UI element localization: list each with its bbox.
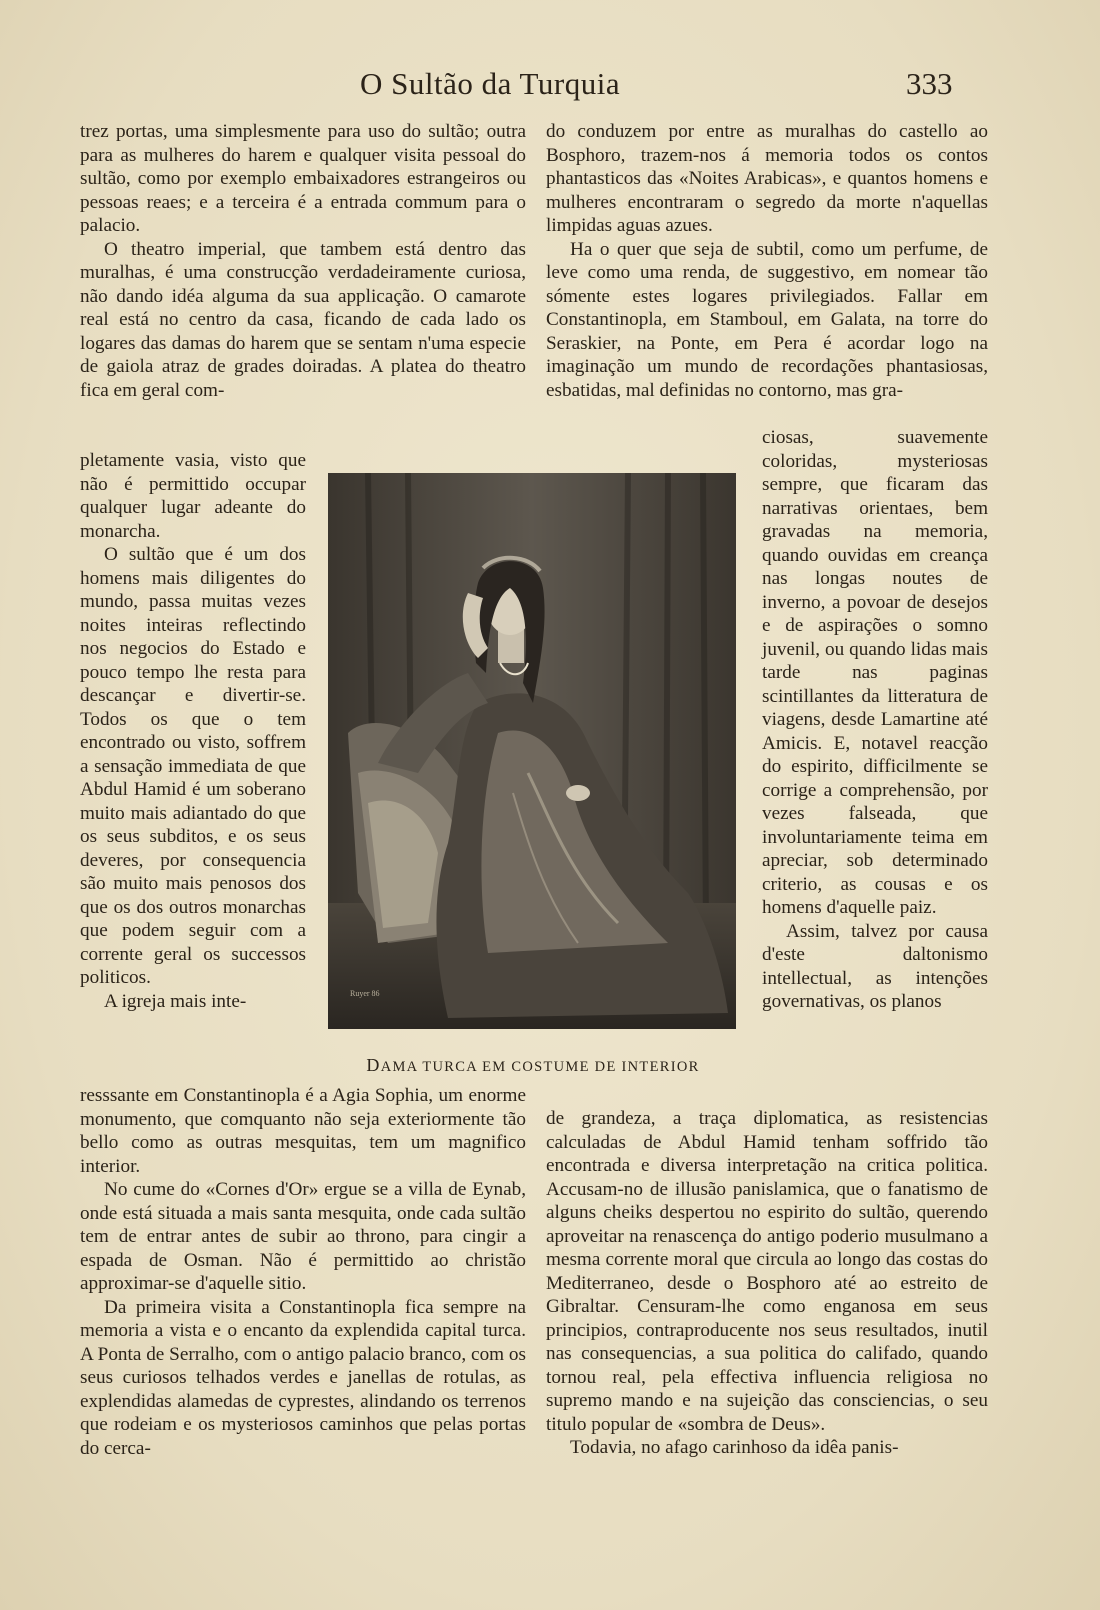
paragraph: de grandeza, a traça diplomatica, as resistencias calculadas de Abdul Hamid tenham soffrido tão encontrada e diversa interpretação na critica politica. Accusam-no de illusão panislamica, que o fanatismo de alguns cheiks despertou no espirito do sultão, querendo aproveitar na renascença do antigo poderio musulmano a mesma corrente moral que circula ao longo das costas do Mediterraneo, desde o Bosphoro até ao estreito de Gibraltar. Censuram-lhe como enganosa em seus principios, contraproducente nos seus resultados, inutil nas consequencias, a sua politica do califado, quando tornou real, pela effectiva influencia religiosa no supremo mando e na sujeição das consciencias, o seu titulo popular de «sombra de Deus». [546,1108,988,1435]
paragraph: trez portas, uma simplesmente para uso do sultão; outra para as mulheres do harem e qualquer visita pessoal do sultão, como por exemplo embaixadores estrangeiros ou pessoas reaes; e a terceira é a entrada commum para o palacio. [80,121,526,236]
page-number: 333 [906,66,953,101]
paragraph: Ha o quer que seja de subtil, como um perfume, de leve como uma renda, de suggestivo, em nomear tão sómente estes logares privilegiados. Fallar em Constantinopla, em Stamboul, em Galata, na torre do Seraskier, na Ponte, em Pera é acordar logo na imaginação um mundo de recordações phantasiosas, esbatidas, mal definidas no contorno, mas gra- [546,238,988,401]
left-column-top [80,120,526,402]
left-column-beside-figure [80,449,306,1013]
paragraph: O theatro imperial, que tambem está dentro das muralhas, é uma construcção verdadeiramente curiosa, não dando idéa alguma da sua applicação. O camarote real está no centro da casa, ficando de cada lado os logares das damas do harem que se sentam n'uma especie de gaiola atraz de grades doiradas. A platea do theatro fica em geral com- [80,238,526,401]
paragraph: ciosas, suavemente coloridas, mysteriosas sempre, que ficaram das narrativas orientaes, bem gravadas na memoria, quando ouvidas em creança nas longas noutes de inverno, a povoar de desejos e de aspirações o somno juvenil, ou quando lidas mais tarde nas paginas scintillantes da litteratura de viagens, desde Lamartine até Amicis. E, notavel reacção do espirito, difficilmente se corrige a comprehensão, por vezes falseada, que involuntariamente teima em apreciar, sob determinado criterio, as cousas e os homens d'aquelle paiz. [762,427,988,918]
figure-caption: DAMA TURCA EM COSTUME DE INTERIOR [366,1055,700,1075]
paragraph: pletamente vasia, visto que não é permittido occupar qualquer lugar adeante do monarcha. [80,450,306,542]
running-head-title: O Sultão da Turquia [360,66,621,101]
paragraph: No cume do «Cornes d'Or» ergue se a villa de Eynab, onde está situada a mais santa mesquita, onde cada sultão tem de entrar antes de subir ao throno, para cingir a espada de Osman. Não é permittido ao christão approximar-se d'aquelle sitio. [80,1179,526,1294]
right-column-top [546,120,988,402]
paragraph: Assim, talvez por causa d'este daltonismo intellectual, as intenções governativas, os planos [762,920,988,1012]
paragraph: do conduzem por entre as muralhas do castello ao Bosphoro, trazem-nos á memoria todos os contos phantasticos das «Noites Arabicas», e quantos homens e mulheres encontraram o segredo da morte n'aquellas limpidas aguas azues. [546,121,988,236]
paragraph: Todavia, no afago carinhoso da idêa panis- [570,1437,899,1458]
left-column-bottom [80,1084,526,1460]
paragraph: resssante em Constantinopla é a Agia Sophia, um enorme monumento, que comquanto não seja exteriormente tão bello como as outras mesquitas, tem um magnifico interior. [80,1085,526,1177]
paragraph: O sultão que é um dos homens mais diligentes do mundo, passa muitas vezes noites inteiras reflectindo nos negocios do Estado e pouco tempo lhe resta para descançar e divertir-se. Todos os que o tem encontrado ou visto, soffrem a sensação immediata de que Abdul Hamid é um soberano muito mais adiantado do que os seus subditos, e os seus deveres, por consequencia são muito mais penosos dos que os dos outros monarchas que podem seguir com a corrente geral os successos politicos. [80,544,306,988]
right-column-bottom [546,1107,988,1460]
portrait-illustration [328,473,736,1029]
right-column-beside-figure [762,426,988,1014]
portrait-photograph [328,473,736,1029]
paragraph: Da primeira visita a Constantinopla fica sempre na memoria a vista e o encanto da explendida capital turca. A Ponta de Serralho, com o antigo palacio branco, com os seus curiosos telhados verdes e janellas de rotulas, as explendidas alamedas de cyprestes, alindando os terrenos que rodeiam e os mysteriosos caminhos que pelas portas do cerca- [80,1296,526,1459]
paragraph: A igreja mais inte- [104,990,247,1012]
artist-signature: Ruyer 86 [350,989,380,998]
